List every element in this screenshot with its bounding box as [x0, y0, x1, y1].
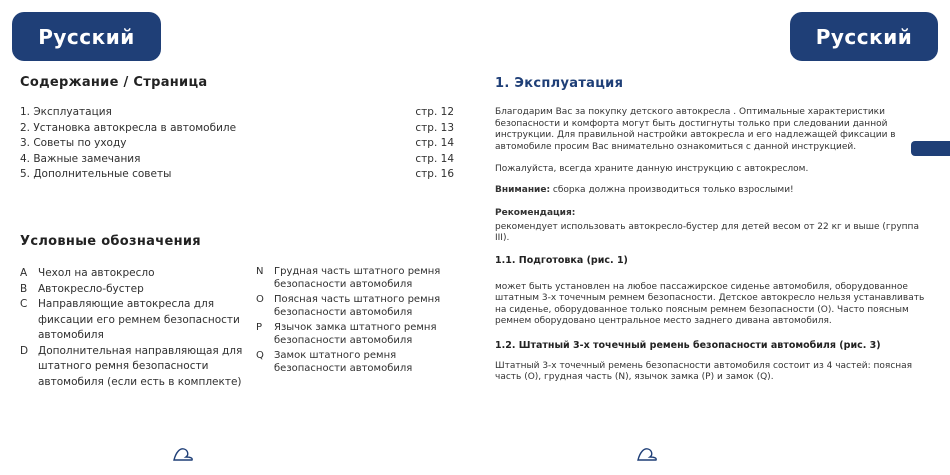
legend-item: C Направляющие автокресла для фиксации его ремнем безопасности автомобиля: [20, 298, 240, 341]
subsection-1-text: может быть установлен на любое пассажирское сиденье автомобиля, оборудованное штатным 3-х точечным ремнем безопасности. Детское автокресло нельзя устанавливать на сиденье, оборудованное только поясным ремнем безопасности (O). Часто поясным ремнем оборудовано центральное место заднего дивана автомобиля.: [495, 281, 925, 326]
brand-logo-icon: [172, 446, 194, 462]
legend-item: D Дополнительная направляющая для штатного ремня безопасности автомобиля (если есть в комплекте): [20, 344, 243, 388]
legend-item: B Автокресло-бустер: [20, 282, 144, 295]
table-of-contents: [20, 105, 454, 183]
keep-instructions-paragraph: Пожалуйста, всегда храните данную инструкцию с автокреслом.: [495, 164, 809, 174]
section-title: 1. Эксплуатация: [495, 76, 624, 91]
attention-paragraph: Внимание: сборка должна производиться только взрослыми!: [495, 184, 794, 195]
toc-row[interactable]: 4. Важные замечания стр. 14: [20, 152, 454, 165]
language-tab-left: Русский: [12, 12, 161, 61]
subsection-1-title: 1.1. Подготовка (рис. 1): [495, 254, 628, 266]
legend-column-1: [20, 266, 245, 390]
legend-item: A Чехол на автокресло: [20, 267, 155, 279]
legend-title: Условные обозначения: [20, 234, 201, 249]
language-tab-right: Русский: [790, 12, 938, 61]
legend-item: Q Замок штатного ремня безопасности автомобиля: [256, 350, 413, 374]
legend-item: P Язычок замка штатного ремня безопасности автомобиля: [256, 322, 437, 346]
subsection-2-text: Штатный 3-х точечный ремень безопасности автомобиля состоит из 4 частей: поясная часть (O), грудная часть (N), язычок замка (P) и замок (Q).: [495, 360, 913, 382]
toc-row[interactable]: 1. Эксплуатация стр. 12: [20, 106, 454, 118]
brand-logo-icon: [636, 446, 658, 462]
right-page-content: [495, 76, 928, 395]
recommendation-label: Рекомендация:: [495, 208, 576, 218]
toc-row[interactable]: 3. Советы по уходу стр. 14: [20, 137, 454, 149]
legend-item: O Поясная часть штатного ремня безопасности автомобиля: [256, 294, 441, 318]
recommendation-text: рекомендует использовать автокресло-бустер для детей весом от 22 кг и выше (группа III).: [495, 221, 919, 243]
toc-row[interactable]: 2. Установка автокресла в автомобиле стр. 13: [20, 121, 454, 134]
legend-column-2: [256, 266, 456, 375]
subsection-2-title: 1.2. Штатный 3-х точечный ремень безопасности автомобиля (рис. 3): [495, 339, 881, 351]
legend-item: N Грудная часть штатного ремня безопасности автомобиля: [256, 266, 441, 290]
intro-paragraph: Благодарим Вас за покупку детского автокресла . Оптимальные характеристики безопасности и комфорта могут быть достигнуты только при следовании данной инструкции. Для правильной настройки автокресла и его надлежащей фиксации в автомобиле просим Вас внимательно ознакомиться с данной инструкцией.: [495, 107, 896, 152]
toc-title: Содержание / Страница: [20, 75, 208, 90]
toc-row[interactable]: 5. Дополнительные советы стр. 16: [20, 168, 454, 180]
